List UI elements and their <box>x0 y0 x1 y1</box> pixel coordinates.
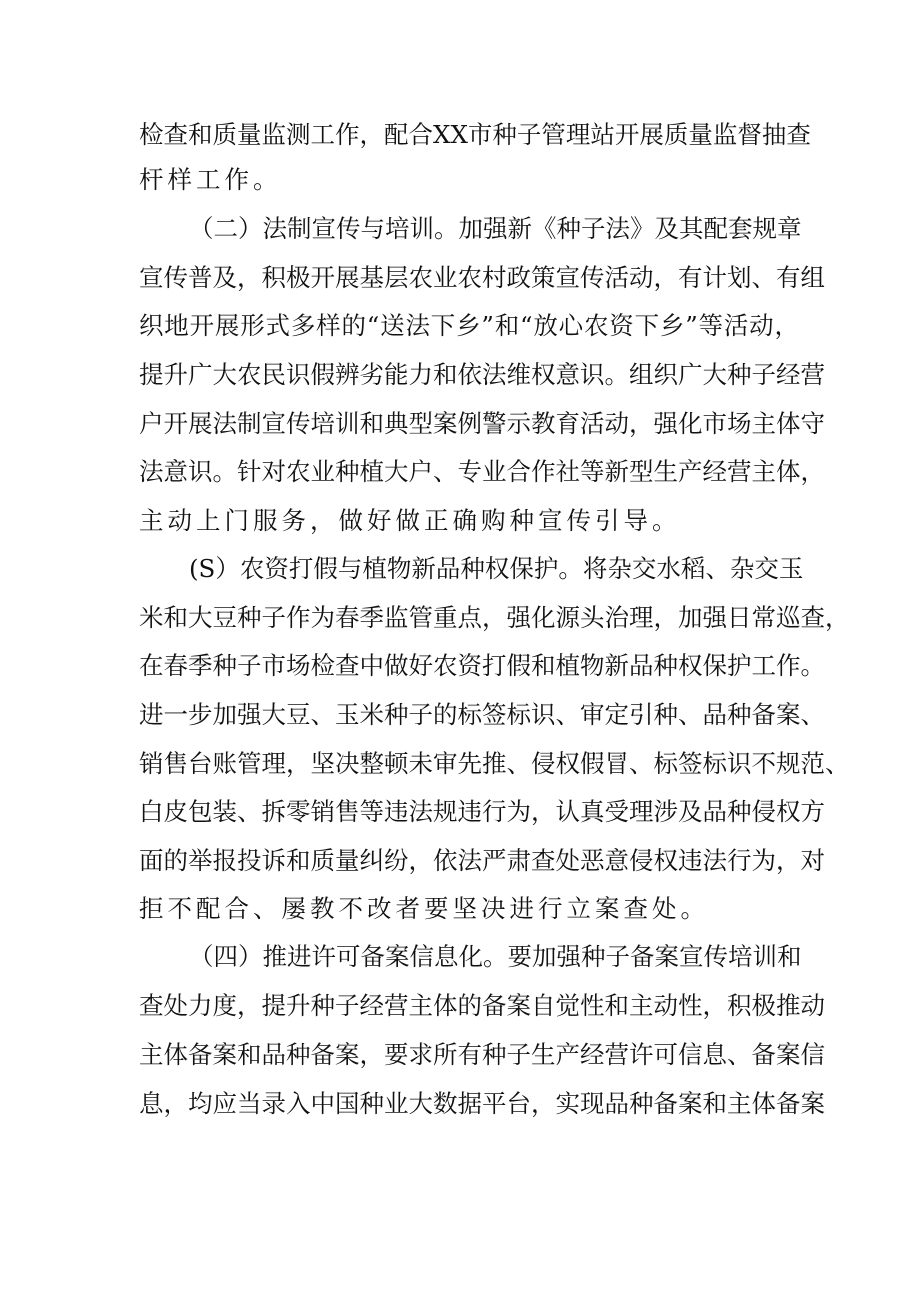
text-line: 织地开展形式多样的“送法下乡”和“放心农资下乡”等活动， <box>139 311 799 340</box>
text-line: 销售台账管理，坚决整顿未审先推、侵权假冒、标签标识不规范、 <box>139 749 850 778</box>
text-line: 在春季种子市场检查中做好农资打假和植物新品种权保护工作。 <box>139 651 825 680</box>
text-line: 主体备案和品种备案，要求所有种子生产经营许可信息、备案信 <box>139 1040 825 1069</box>
text-line: 米和大豆种子作为春季监管重点，强化源头治理，加强日常巡查， <box>139 603 850 632</box>
text-line: 拒不配合、屡教不改者要坚决进行立案查处。 <box>139 894 709 923</box>
paragraph-first-line: （二）法制宣传与培训。加强新《种子法》及其配套规章 <box>189 214 802 243</box>
text-line: 主动上门服务，做好做正确购种宣传引导。 <box>139 506 681 535</box>
text-line: 户开展法制宣传培训和典型案例警示教育活动，强化市场主体守 <box>139 409 825 438</box>
text-line: 白皮包装、拆零销售等违法规违行为，认真受理涉及品种侵权方 <box>139 797 825 826</box>
text-line: 宣传普及，积极开展基层农业农村政策宣传活动，有计划、有组 <box>139 263 825 292</box>
text-line: 杆样工作。 <box>139 165 282 194</box>
text-line: 提升广大农民识假辨劣能力和依法维权意识。组织广大种子经营 <box>139 360 825 389</box>
text-line: 进一步加强大豆、玉米种子的标签标识、审定引种、品种备案、 <box>139 700 825 729</box>
text-line: 息，均应当录入中国种业大数据平台，实现品种备案和主体备案 <box>139 1089 825 1118</box>
paragraph-first-line: （四）推进许可备案信息化。要加强种子备案宣传培训和 <box>189 942 802 971</box>
paragraph-first-line: (S）农资打假与植物新品种权保护。将杂交水稻、杂交玉 <box>189 554 804 583</box>
text-line: 检查和质量监测工作，配合XX市种子管理站开展质量监督抽查 <box>139 120 811 149</box>
text-line: 查处力度，提升种子经营主体的备案自觉性和主动性，积极推动 <box>139 991 825 1020</box>
text-line: 法意识。针对农业种植大户、专业合作社等新型生产经营主体， <box>139 457 825 486</box>
text-line: 面的举报投诉和质量纠纷，依法严肃查处恶意侵权违法行为，对 <box>139 846 825 875</box>
